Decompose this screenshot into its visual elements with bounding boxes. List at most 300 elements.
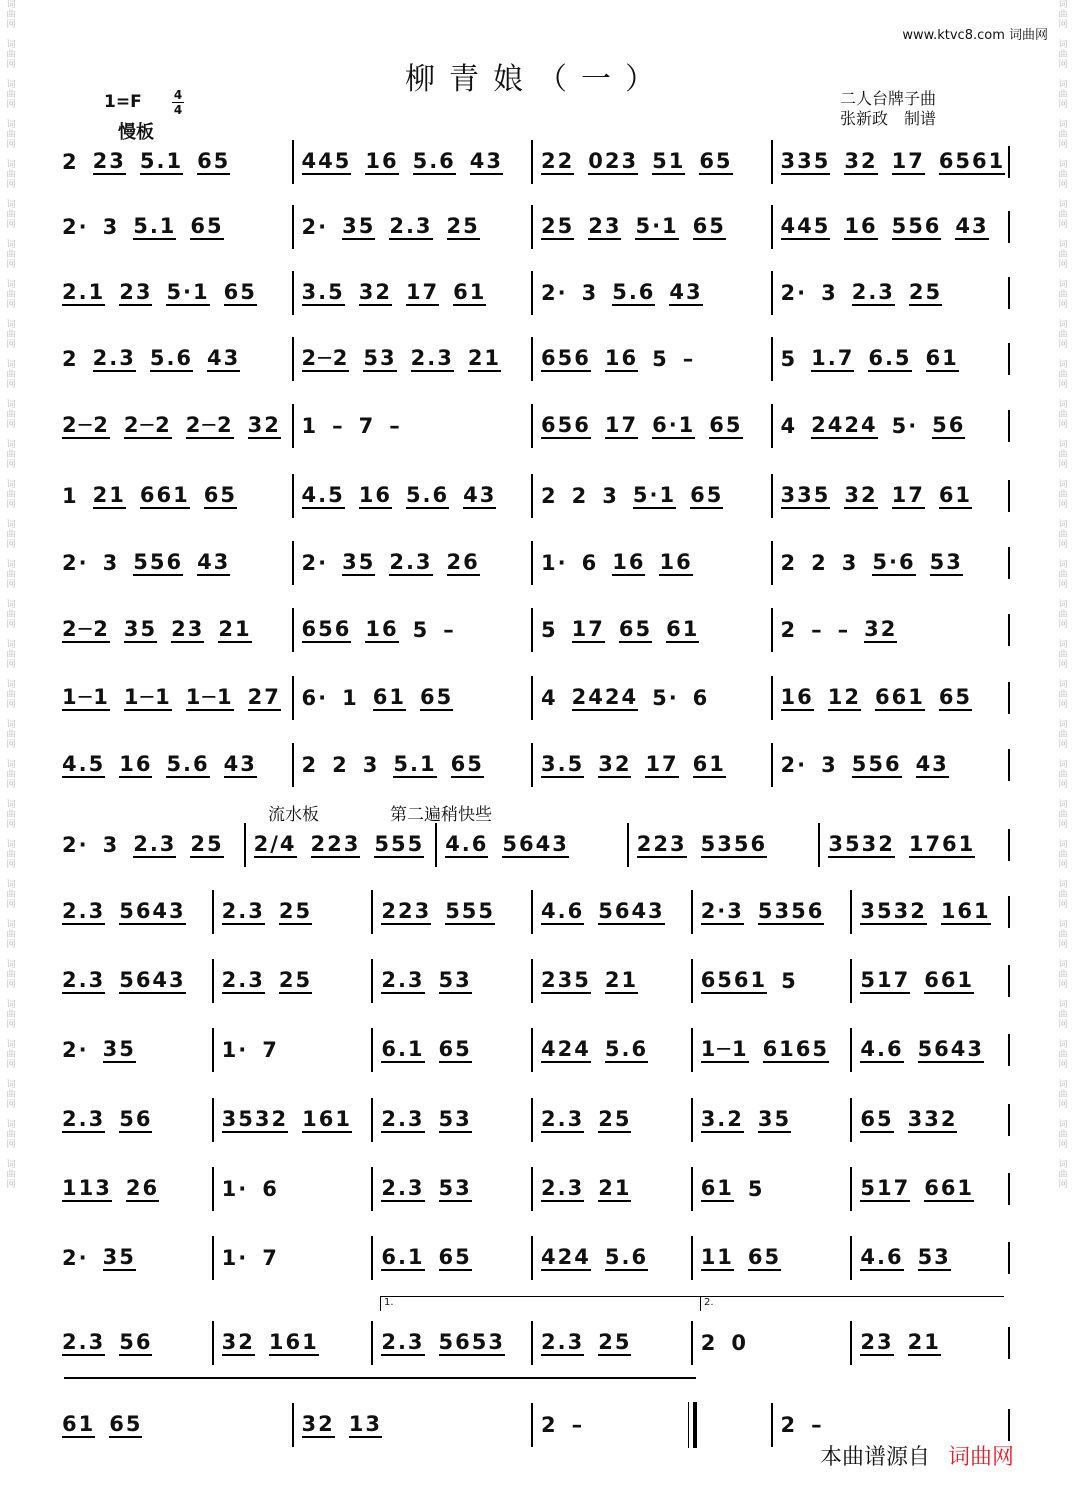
note-group: 6·1	[652, 412, 696, 437]
measure	[58, 337, 292, 381]
measure	[771, 676, 1011, 720]
section2-note: 第二遍稍快些	[390, 805, 492, 825]
note-group: 223	[310, 831, 361, 856]
measure	[531, 404, 771, 448]
note-group: 5	[652, 346, 669, 371]
note-group: 65	[450, 751, 484, 776]
note-group: 61	[938, 482, 973, 507]
source-footer	[820, 1440, 1014, 1471]
note-group: 53	[917, 1244, 951, 1269]
measure	[771, 404, 1011, 448]
note-group: 2.1	[62, 279, 106, 304]
note-group: 53	[929, 549, 963, 574]
measure	[292, 474, 532, 518]
measure	[58, 959, 212, 1003]
note-group: 35	[102, 1244, 136, 1269]
note-group: 35	[102, 1036, 136, 1061]
note-group: 2	[541, 1412, 558, 1437]
note-group: 445	[780, 213, 831, 238]
score-row	[58, 404, 1010, 448]
score-row	[58, 823, 1010, 867]
note-group: 65	[690, 482, 724, 507]
measure	[531, 676, 771, 720]
note-group: 1·	[221, 1245, 249, 1270]
note-group: 35	[757, 1106, 792, 1131]
measure	[531, 743, 771, 787]
note-group: 61	[692, 751, 726, 776]
note-group: 65	[699, 148, 733, 173]
note-group: 65	[223, 279, 257, 304]
note-group: 65	[419, 684, 454, 709]
measure	[58, 890, 212, 934]
note-group: 1·	[221, 1037, 249, 1062]
note-group: 2.3	[381, 1329, 425, 1354]
note-group: 25	[598, 1106, 632, 1131]
note-group: 5	[780, 346, 798, 371]
note-group: –	[571, 1412, 585, 1437]
note-group: 113	[62, 1175, 112, 1200]
measure	[691, 959, 851, 1003]
page-title: 柳青娘（一）	[405, 62, 669, 97]
measure	[212, 890, 372, 934]
note-group: 5	[781, 968, 798, 993]
measure	[58, 1403, 292, 1447]
measure	[292, 337, 532, 381]
note-group: 25	[446, 213, 480, 238]
score-row	[58, 337, 1010, 381]
note-group: 65	[109, 1411, 143, 1436]
note-group: 5·1	[635, 213, 679, 238]
measure	[58, 474, 292, 518]
measure	[58, 1236, 212, 1280]
note-group: 5·1	[632, 482, 677, 507]
note-group: 22	[541, 148, 575, 173]
measure	[531, 1167, 691, 1211]
note-group: 32	[221, 1329, 255, 1354]
measure	[531, 1321, 691, 1365]
measure	[371, 959, 531, 1003]
note-group: 1─1	[700, 1036, 749, 1061]
measure	[371, 1028, 531, 1072]
note-group: 5.1	[139, 148, 184, 173]
note-group: 5·	[891, 413, 919, 438]
note-group: 27	[247, 684, 281, 709]
note-group: 65	[747, 1244, 782, 1269]
measure	[531, 140, 771, 184]
measure	[371, 1236, 531, 1280]
note-group: 3	[821, 752, 838, 777]
note-group: 4.6	[860, 1244, 904, 1269]
note-group: 43	[223, 751, 257, 776]
measure	[818, 823, 1010, 867]
measure	[292, 743, 532, 787]
note-group: 43	[463, 482, 497, 507]
note-group: 656	[541, 412, 591, 437]
note-group: 21	[604, 967, 639, 992]
note-group: 25	[190, 831, 224, 856]
note-group: –	[443, 617, 456, 642]
note-group: 2.3	[92, 345, 136, 370]
measure	[371, 1321, 531, 1365]
note-group: 3532	[828, 831, 895, 856]
note-group: 335	[780, 148, 831, 173]
note-group: 6	[692, 685, 710, 710]
note-group: 2.3	[381, 1106, 425, 1131]
measure	[531, 608, 771, 652]
note-group: 5	[541, 617, 558, 642]
note-group: 61	[700, 1175, 734, 1200]
measure	[531, 474, 771, 518]
note-group: 2	[62, 346, 79, 371]
note-group: 65	[438, 1244, 472, 1269]
measure	[212, 1236, 372, 1280]
note-group: 56	[932, 412, 966, 437]
note-group: 4.6	[860, 1036, 904, 1061]
note-group: 1	[62, 483, 79, 508]
note-group: 2424	[571, 684, 639, 709]
measure	[850, 1098, 1010, 1142]
watermark-left: 词 曲 网 词 曲 网 词 曲 网 词 曲 网 词 曲 网 词 曲 网 词 曲 网 词 曲 网 词 曲 网 词 曲 网 词 曲 网 词 曲 网 词 曲 网 词 曲 网 词 曲 网 词 曲 网 词 曲 网 词 曲 网 词 曲 网 词 曲 网 词 曲 网 词 曲 网 词 曲 网 词 曲 网 词 曲 网 词 曲 网 词 曲 网 词 曲 网 词 曲 网 词 曲 网	[6, 0, 16, 1190]
volta-2: 2.	[700, 1296, 1004, 1311]
measure	[292, 608, 532, 652]
score-row	[58, 890, 1010, 934]
note-group: 61	[372, 684, 406, 709]
note-group: 2─2	[62, 616, 110, 641]
source-site-link[interactable]: 词曲网	[948, 1445, 1015, 1470]
note-group: 65	[618, 616, 653, 641]
measure	[771, 541, 1011, 585]
score-row	[58, 541, 1010, 585]
measure	[212, 1321, 372, 1365]
note-group: 2	[571, 483, 589, 508]
note-group: 2.3	[62, 967, 106, 992]
note-group: 2─2	[185, 412, 234, 437]
note-group: 4.6	[445, 831, 489, 856]
note-group: 17	[405, 279, 440, 304]
measure	[292, 271, 532, 315]
note-group: 1	[342, 685, 359, 710]
measure	[371, 1167, 531, 1211]
note-group: 2·	[62, 550, 89, 575]
note-group: 21	[218, 616, 252, 641]
note-group: 35	[342, 213, 376, 238]
note-group: 2·3	[700, 898, 744, 923]
measure	[691, 890, 851, 934]
measure	[58, 1321, 212, 1365]
note-group: 17	[604, 412, 639, 437]
note-group: 53	[363, 345, 397, 370]
score-row	[58, 474, 1010, 518]
measure	[58, 1167, 212, 1211]
measure	[292, 205, 532, 249]
note-group: 61	[666, 616, 700, 641]
note-group: 65	[438, 1036, 472, 1061]
note-group: 43	[955, 213, 989, 238]
note-group: 5.6	[412, 148, 456, 173]
note-group: 53	[438, 1175, 472, 1200]
note-group: 5.1	[393, 751, 437, 776]
note-group: 56	[119, 1329, 153, 1354]
note-group: 2.3	[541, 1329, 585, 1354]
note-group: 32	[247, 412, 281, 437]
note-group: 5643	[119, 967, 186, 992]
note-group: 25	[541, 213, 575, 238]
note-group: 61	[62, 1411, 96, 1436]
note-group: 161	[268, 1329, 319, 1354]
note-group: 2.3	[221, 967, 265, 992]
note-group: 5·6	[872, 549, 916, 574]
note-group: 65	[203, 482, 237, 507]
note-group: 1─1	[123, 684, 172, 709]
note-group: 4	[541, 685, 558, 710]
note-group: 16	[659, 549, 693, 574]
note-group: 1761	[908, 831, 976, 856]
note-group: 6	[581, 550, 599, 575]
measure	[58, 140, 292, 184]
note-group: 161	[302, 1106, 352, 1131]
note-group: 2	[541, 483, 558, 508]
measure	[850, 1321, 1010, 1365]
score-row	[58, 1028, 1010, 1072]
score-row	[58, 1321, 1010, 1365]
measure	[58, 271, 292, 315]
note-group: 53	[438, 967, 472, 992]
note-group: 2.3	[62, 898, 106, 923]
note-group: 21	[467, 345, 502, 370]
note-group: 3	[102, 550, 120, 575]
note-group: 5643	[917, 1036, 985, 1061]
note-group: 2.3	[62, 1106, 106, 1131]
note-group: 2	[780, 1412, 798, 1437]
note-group: 4.6	[541, 898, 585, 923]
note-group: 16	[365, 148, 399, 173]
source-label: 本曲谱源自	[820, 1445, 931, 1470]
note-group: 2	[301, 752, 319, 777]
note-group: 3	[602, 483, 619, 508]
credit-source: 二人台牌子曲	[840, 89, 937, 108]
measure	[212, 1167, 372, 1211]
note-group: 2·	[62, 1037, 89, 1062]
note-group: 5·1	[166, 279, 210, 304]
note-group: 3	[102, 214, 120, 239]
note-group: 21	[598, 1175, 632, 1200]
note-group: 424	[541, 1244, 591, 1269]
note-group: 65	[197, 148, 231, 173]
measure	[58, 404, 292, 448]
note-group: 023	[588, 148, 639, 173]
measure	[58, 541, 292, 585]
measure	[531, 541, 771, 585]
measure	[244, 823, 436, 867]
note-group: 2─2	[62, 412, 110, 437]
note-group: 661	[924, 1175, 975, 1200]
note-group: 2·	[62, 832, 89, 857]
note-group: 2.3	[133, 831, 177, 856]
note-group: 26	[125, 1175, 160, 1200]
note-group: 2·	[780, 280, 808, 305]
note-group: 5643	[598, 898, 665, 923]
note-group: 2·	[301, 550, 329, 575]
note-group: 25	[598, 1329, 632, 1354]
note-group: 5.6	[604, 1036, 649, 1061]
note-group: 556	[851, 751, 902, 776]
measure	[771, 271, 1011, 315]
credit-arranger: 张新政 制谱	[840, 109, 937, 128]
note-group: 1·	[541, 550, 568, 575]
note-group: 16	[780, 684, 814, 709]
note-group: 21	[92, 482, 126, 507]
note-group: 43	[469, 148, 504, 173]
note-group: 424	[541, 1036, 591, 1061]
note-group: 3.5	[301, 279, 345, 304]
measure	[292, 541, 532, 585]
note-group: 5356	[700, 831, 768, 856]
time-sig-top: 4	[173, 88, 183, 102]
note-group: –	[811, 1412, 824, 1437]
note-group: 65	[709, 412, 743, 437]
note-group: 43	[197, 549, 231, 574]
note-group: 6.5	[868, 345, 912, 370]
note-group: 3532	[860, 898, 927, 923]
measure	[850, 1236, 1010, 1280]
note-group: 16	[604, 345, 639, 370]
note-group: 556	[133, 549, 184, 574]
note-group: 2	[700, 1330, 718, 1355]
measure	[850, 890, 1010, 934]
note-group: 2·	[301, 214, 329, 239]
note-group: 16	[365, 616, 399, 641]
measure	[58, 676, 292, 720]
note-group: 517	[860, 1175, 911, 1200]
note-group: 32	[844, 482, 878, 507]
note-group: 2·	[541, 280, 568, 305]
note-group: 23	[860, 1329, 894, 1354]
note-group: 4.5	[62, 751, 106, 776]
site-url[interactable]: www.ktvc8.com 词曲网	[902, 28, 1048, 43]
score-row	[58, 1167, 1010, 1211]
note-group: –	[389, 413, 402, 438]
note-group: 3	[102, 832, 120, 857]
note-group: 6·	[301, 685, 329, 710]
note-group: 3	[581, 280, 599, 305]
note-group: 2.3	[389, 549, 433, 574]
measure	[58, 823, 244, 867]
note-group: 5.6	[166, 751, 210, 776]
note-group: 6	[262, 1176, 279, 1201]
measure	[212, 1028, 372, 1072]
note-group: 13	[348, 1411, 382, 1436]
note-group: 26	[446, 549, 480, 574]
time-signature	[172, 88, 184, 117]
note-group: 5	[412, 617, 430, 642]
measure	[771, 337, 1011, 381]
note-group: 2.3	[381, 967, 425, 992]
measure	[850, 1167, 1010, 1211]
measure	[292, 140, 532, 184]
measure	[531, 1236, 691, 1280]
note-group: 5356	[757, 898, 825, 923]
score-row	[58, 271, 1010, 315]
measure	[691, 1236, 851, 1280]
note-group: 2	[332, 752, 349, 777]
measure	[531, 205, 771, 249]
note-group: 35	[342, 549, 376, 574]
note-group: 5643	[119, 898, 186, 923]
note-group: 17	[571, 616, 605, 641]
note-group: 335	[780, 482, 831, 507]
note-group: 12	[827, 684, 861, 709]
note-group: 1─1	[62, 684, 110, 709]
note-group: 223	[636, 831, 687, 856]
section2-tempo: 流水板	[268, 805, 319, 825]
note-group: 656	[541, 345, 591, 370]
note-group: 2.3	[410, 345, 454, 370]
note-group: 7	[358, 413, 376, 438]
measure	[58, 205, 292, 249]
measure	[58, 743, 292, 787]
note-group: 2	[811, 550, 828, 575]
measure	[212, 1098, 372, 1142]
note-group: 65	[860, 1106, 894, 1131]
note-group: 2	[780, 550, 798, 575]
note-group: 56	[119, 1106, 153, 1131]
note-group: 23	[171, 616, 205, 641]
score-row	[58, 959, 1010, 1003]
measure	[292, 404, 532, 448]
note-group: 6165	[762, 1036, 830, 1061]
note-group: 2.3	[62, 1329, 106, 1354]
note-group: 65	[190, 213, 224, 238]
measure	[531, 959, 691, 1003]
measure	[691, 1028, 851, 1072]
note-group: 4	[780, 413, 798, 438]
note-group: 16	[119, 751, 153, 776]
note-group: 2·	[62, 1245, 89, 1270]
note-group: 5.1	[133, 213, 177, 238]
note-group: 6.1	[381, 1036, 425, 1061]
measure	[691, 1098, 851, 1142]
note-group: 2.3	[221, 898, 265, 923]
note-group: 6561	[938, 148, 1006, 173]
tempo-marking: 慢板	[118, 122, 154, 143]
note-group: 3.5	[541, 751, 585, 776]
note-group: 32	[864, 616, 898, 641]
note-group: 3	[841, 550, 859, 575]
note-group: 65	[938, 684, 973, 709]
note-group: 661	[874, 684, 925, 709]
note-group: 43	[669, 279, 703, 304]
note-group: 5·	[652, 685, 679, 710]
measure	[531, 271, 771, 315]
note-group: 1─1	[185, 684, 234, 709]
note-group: 25	[278, 898, 313, 923]
volta-1: 1.	[380, 1296, 702, 1311]
note-group: 2.3	[851, 279, 895, 304]
time-sig-bottom: 4	[173, 103, 183, 117]
note-group: 17	[645, 751, 679, 776]
note-group: 555	[445, 898, 496, 923]
score-row	[58, 205, 1010, 249]
note-group: 1·	[221, 1176, 249, 1201]
note-group: 61	[453, 279, 487, 304]
note-group: –	[332, 413, 345, 438]
score-row	[58, 140, 1010, 184]
note-group: 11	[700, 1244, 734, 1269]
note-group: 555	[374, 831, 425, 856]
note-group: 5643	[502, 831, 569, 856]
measure	[531, 890, 691, 934]
note-group: 5.6	[405, 482, 450, 507]
